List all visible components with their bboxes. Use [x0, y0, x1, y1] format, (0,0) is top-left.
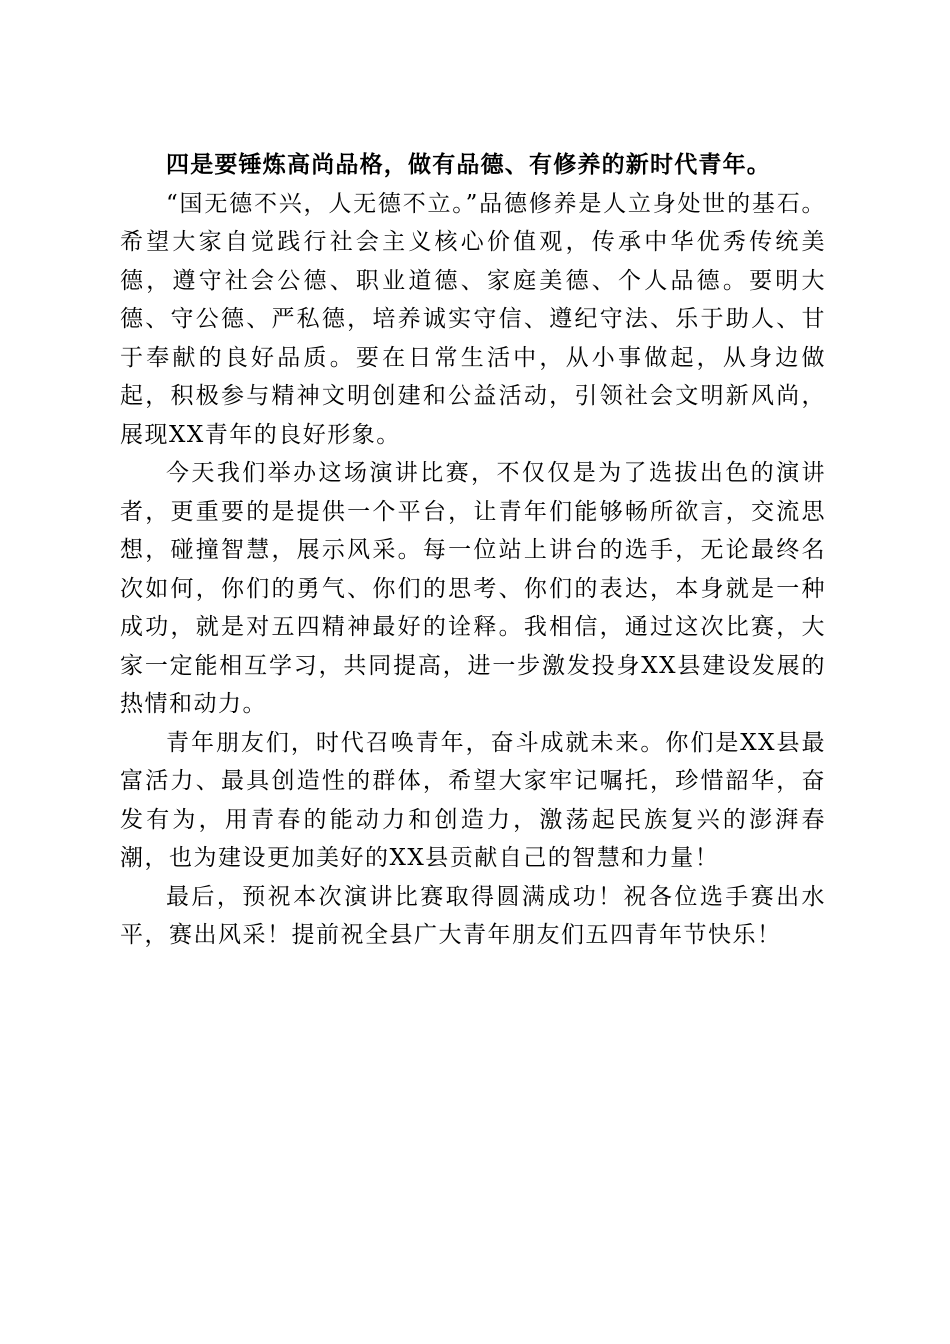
paragraph-contest-purpose: 今天我们举办这场演讲比赛，不仅仅是为了选拔出色的演讲者，更重要的是提供一个平台，让青年们能够畅所欲言，交流思想，碰撞智慧，展示风采。每一位站上讲台的选手，无论最终名次如何，你们的勇气、你们的思考、你们的表达，本身就是一种成功，就是对五四精神最好的诠释。我相信，通过这次比赛，大家一定能相互学习，共同提高，进一步激发投身XX县建设发展的热情和动力。 — [120, 460, 826, 717]
paragraph-closing-wishes: 最后，预祝本次演讲比赛取得圆满成功！祝各位选手赛出水平，赛出风采！提前祝全县广大青年朋友们五四青年节快乐！ — [120, 883, 826, 948]
section-heading: 四是要锤炼高尚品格，做有品德、有修养的新时代青年。 — [166, 152, 771, 178]
document-body — [120, 146, 826, 955]
paragraph-youth-call: 青年朋友们，时代召唤青年，奋斗成就未来。你们是XX县最富活力、最具创造性的群体，希望大家牢记嘱托，珍惜韶华，奋发有为，用青春的能动力和创造力，激荡起民族复兴的澎湃春潮，也为建设更加美好的XX县贡献自己的智慧和力量！ — [120, 729, 826, 871]
paragraph-virtue: “国无德不兴，人无德不立。”品德修养是人立身处世的基石。希望大家自觉践行社会主义核心价值观，传承中华优秀传统美德，遵守社会公德、职业道德、家庭美德、个人品德。要明大德、守公德、严私德，培养诚实守信、遵纪守法、乐于助人、甘于奉献的良好品质。要在日常生活中，从小事做起，从身边做起，积极参与精神文明创建和公益活动，引领社会文明新风尚，展现XX青年的良好形象。 — [120, 190, 826, 448]
